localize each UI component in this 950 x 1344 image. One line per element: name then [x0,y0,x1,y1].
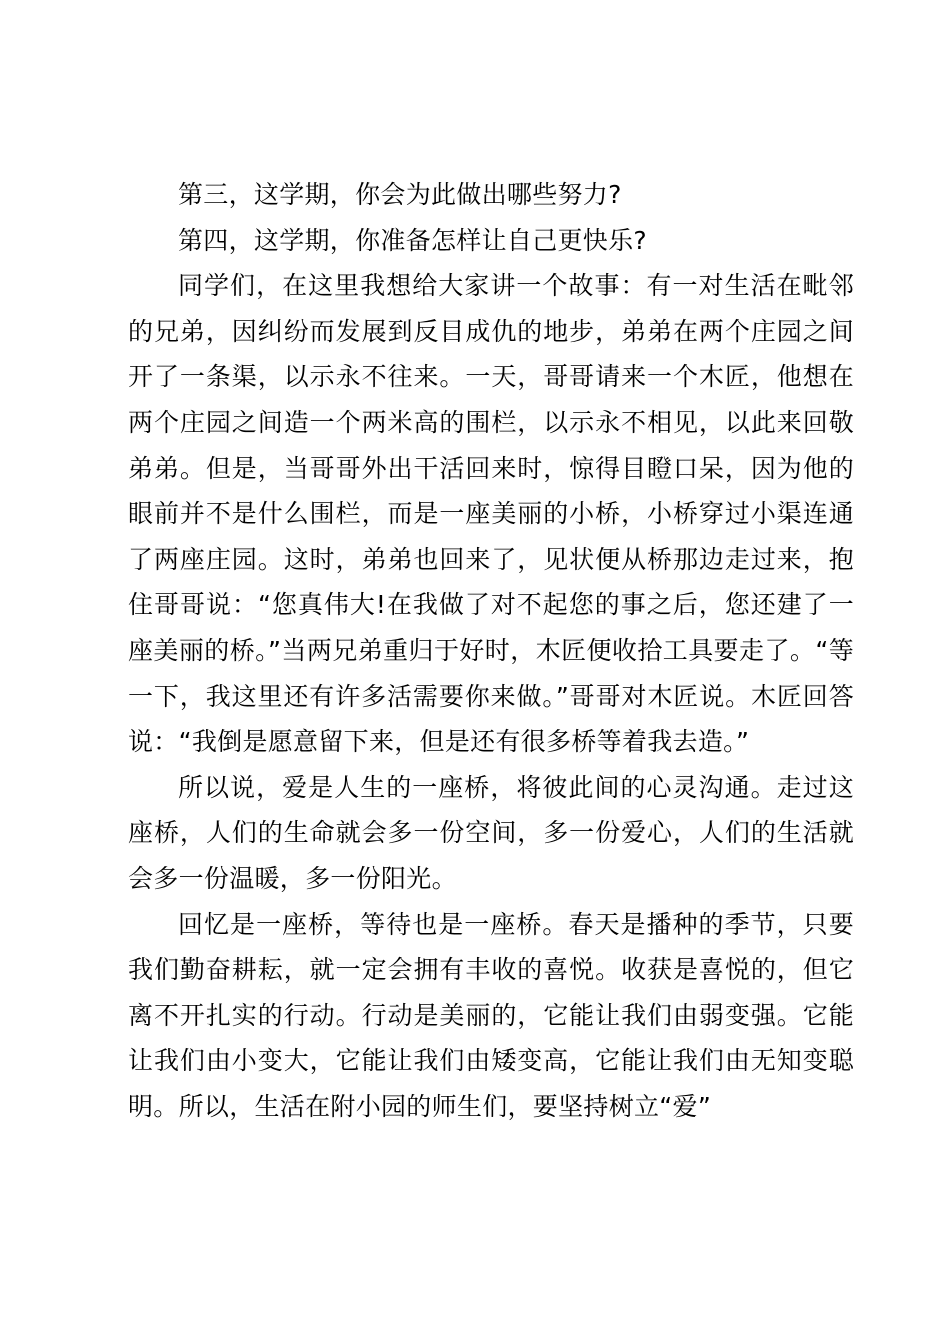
paragraph-brothers-story: 同学们，在这里我想给大家讲一个故事：有一对生活在毗邻的兄弟，因纠纷而发展到反目成仇的地步，弟弟在两个庄园之间开了一条渠，以示永不往来。一天，哥哥请来一个木匠，他想在两个庄园之间造一个两米高的围栏，以示永不相见，以此来回敬弟弟。但是，当哥哥外出干活回来时，惊得目瞪口呆，因为他的眼前并不是什么围栏，而是一座美丽的小桥，小桥穿过小渠连通了两座庄园。这时，弟弟也回来了，见状便从桥那边走过来，抱住哥哥说：“您真伟大!在我做了对不起您的事之后，您还建了一座美丽的桥。”当两兄弟重归于好时，木匠便收拾工具要走了。“等一下，我这里还有许多活需要你来做。”哥哥对木匠说。木匠回答说：“我倒是愿意留下来，但是还有很多桥等着我去造。” [128,271,854,757]
document-body [128,172,854,1129]
paragraph-question-four: 第四，这学期，你准备怎样让自己更快乐? [178,225,647,255]
paragraph-love-bridge: 所以说，爱是人生的一座桥，将彼此间的心灵沟通。走过这座桥，人们的生命就会多一份空间，多一份爱心，人们的生活就会多一份温暖，多一份阳光。 [128,772,854,893]
paragraph-memory-bridge: 回忆是一座桥，等待也是一座桥。春天是播种的季节，只要我们勤奋耕耘，就一定会拥有丰收的喜悦。收获是喜悦的，但它离不开扎实的行动。行动是美丽的，它能让我们由弱变强。它能让我们由小变大，它能让我们由矮变高，它能让我们由无知变聪明。所以，生活在附小园的师生们，要坚持树立“爱” [128,909,854,1121]
paragraph-question-three: 第三，这学期，你会为此做出哪些努力? [178,180,622,209]
